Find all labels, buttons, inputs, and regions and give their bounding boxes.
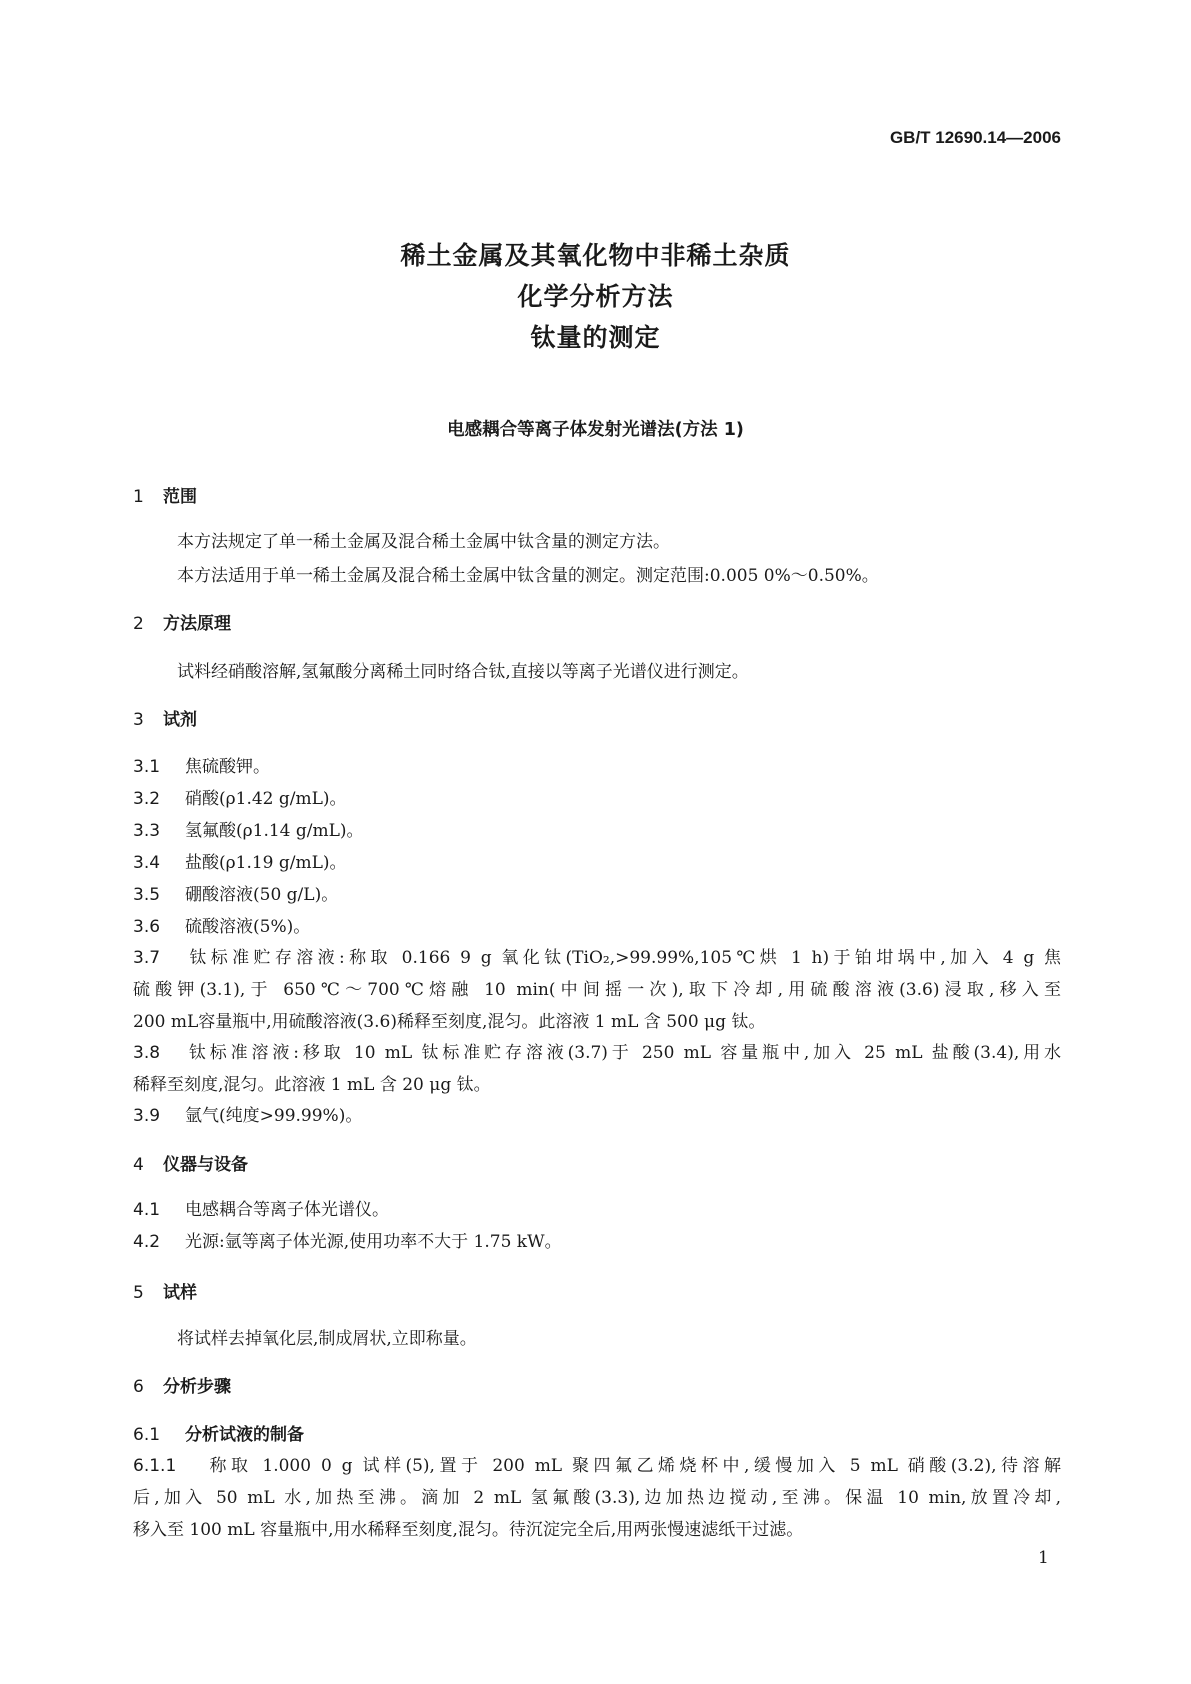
reagent-item <box>133 880 1061 905</box>
section-number: 1 <box>133 487 144 507</box>
reagent-item <box>133 752 1061 777</box>
section-title: 试剂 <box>163 710 197 730</box>
item-number: 3.9 <box>133 1106 161 1126</box>
standard-number: GB/T 12690.14—2006 <box>889 128 1061 147</box>
section-number: 3 <box>133 710 144 730</box>
page-number: 1 <box>1038 1548 1049 1568</box>
section-title: 范围 <box>163 487 197 507</box>
section-number: 6.1 <box>133 1425 161 1445</box>
paragraph: 将试样去掉氧化层,制成屑状,立即称量。 <box>177 1329 477 1349</box>
section-number: 5 <box>133 1283 144 1303</box>
section-2-heading <box>133 609 231 634</box>
item-text: 氩气(纯度>99.99%)。 <box>185 1106 363 1126</box>
section-6-heading <box>133 1372 231 1397</box>
item-text: 光源:氩等离子体光源,使用功率不大于 1.75 kW。 <box>185 1232 562 1252</box>
item-text: 硝酸(ρ1.42 g/mL)。 <box>185 789 347 809</box>
procedure-item <box>133 1451 1061 1476</box>
subsection-6-1-heading <box>133 1420 304 1445</box>
section-number: 6 <box>133 1377 144 1397</box>
section-5-heading <box>133 1278 197 1303</box>
paragraph: 本方法规定了单一稀土金属及混合稀土金属中钛含量的测定方法。 <box>177 532 670 552</box>
item-number: 4.2 <box>133 1232 161 1252</box>
section-3-heading <box>133 705 197 730</box>
item-number: 3.3 <box>133 821 161 841</box>
item-number: 6.1.1 <box>133 1456 177 1476</box>
paragraph: 试料经硝酸溶解,氢氟酸分离稀土同时络合钛,直接以等离子光谱仪进行测定。 <box>177 662 749 682</box>
item-text: 电感耦合等离子体光谱仪。 <box>185 1200 389 1220</box>
item-number: 3.7 <box>133 948 161 968</box>
reagent-item <box>133 1101 1061 1126</box>
title-line-3: 钛量的测定 <box>530 323 661 352</box>
paragraph: 本方法适用于单一稀土金属及混合稀土金属中钛含量的测定。测定范围:0.005 0%～0.50%。 <box>177 566 879 586</box>
item-number: 3.2 <box>133 789 161 809</box>
paragraph-line: 200 mL容量瓶中,用硫酸溶液(3.6)稀释至刻度,混匀。此溶液 1 mL 含 500 μg 钛。 <box>133 1012 766 1032</box>
item-number: 3.8 <box>133 1043 161 1063</box>
item-text: 硼酸溶液(50 g/L)。 <box>185 885 339 905</box>
reagent-item <box>133 912 1061 937</box>
section-title: 仪器与设备 <box>163 1155 248 1175</box>
reagent-item <box>133 943 1061 968</box>
item-text: 钛标准贮存溶液:称取 0.166 9 g 氧化钛(TiO₂,>99.99%,105℃烘 1 h)于铂坩埚中,加入 4 g 焦 <box>185 948 1061 968</box>
subtitle: 电感耦合等离子体发射光谱法(方法 1) <box>447 420 744 440</box>
item-text: 钛标准溶液:移取 10 mL 钛标准贮存溶液(3.7)于 250 mL 容量瓶中,加入 25 mL 盐酸(3.4),用水 <box>185 1043 1061 1063</box>
item-number: 3.5 <box>133 885 161 905</box>
section-title: 方法原理 <box>163 614 231 634</box>
item-number: 3.6 <box>133 917 161 937</box>
item-text: 焦硫酸钾。 <box>185 757 270 777</box>
section-title: 分析步骤 <box>163 1377 231 1397</box>
reagent-item <box>133 816 1061 841</box>
item-text: 硫酸溶液(5%)。 <box>185 917 311 937</box>
section-1-heading <box>133 482 197 507</box>
item-number: 4.1 <box>133 1200 161 1220</box>
equipment-item <box>133 1195 1061 1220</box>
item-number: 3.1 <box>133 757 161 777</box>
paragraph-line: 移入至 100 mL 容量瓶中,用水稀释至刻度,混匀。待沉淀完全后,用两张慢速滤纸干过滤。 <box>133 1520 804 1540</box>
section-title: 分析试液的制备 <box>185 1425 304 1445</box>
section-title: 试样 <box>163 1283 197 1303</box>
section-number: 2 <box>133 614 144 634</box>
paragraph-line: 后,加入 50 mL 水,加热至沸。滴加 2 mL 氢氟酸(3.3),边加热边搅动,至沸。保温 10 min,放置冷却, <box>133 1488 1061 1508</box>
title-line-2: 化学分析方法 <box>517 282 674 311</box>
paragraph-line: 稀释至刻度,混匀。此溶液 1 mL 含 20 μg 钛。 <box>133 1075 491 1095</box>
section-number: 4 <box>133 1155 144 1175</box>
item-text: 盐酸(ρ1.19 g/mL)。 <box>185 853 347 873</box>
reagent-item <box>133 784 1061 809</box>
paragraph-line: 硫酸钾(3.1),于 650℃～700℃熔融 10 min(中间摇一次),取下冷却,用硫酸溶液(3.6)浸取,移入至 <box>133 980 1061 1000</box>
item-number: 3.4 <box>133 853 161 873</box>
reagent-item <box>133 1038 1061 1063</box>
equipment-item <box>133 1227 1061 1252</box>
section-4-heading <box>133 1150 248 1175</box>
reagent-item <box>133 848 1061 873</box>
item-text: 称取 1.000 0 g 试样(5),置于 200 mL 聚四氟乙烯烧杯中,缓慢加入 5 mL 硝酸(3.2),待溶解 <box>205 1456 1061 1476</box>
item-text: 氢氟酸(ρ1.14 g/mL)。 <box>185 821 364 841</box>
title-line-1: 稀土金属及其氧化物中非稀土杂质 <box>400 241 791 270</box>
